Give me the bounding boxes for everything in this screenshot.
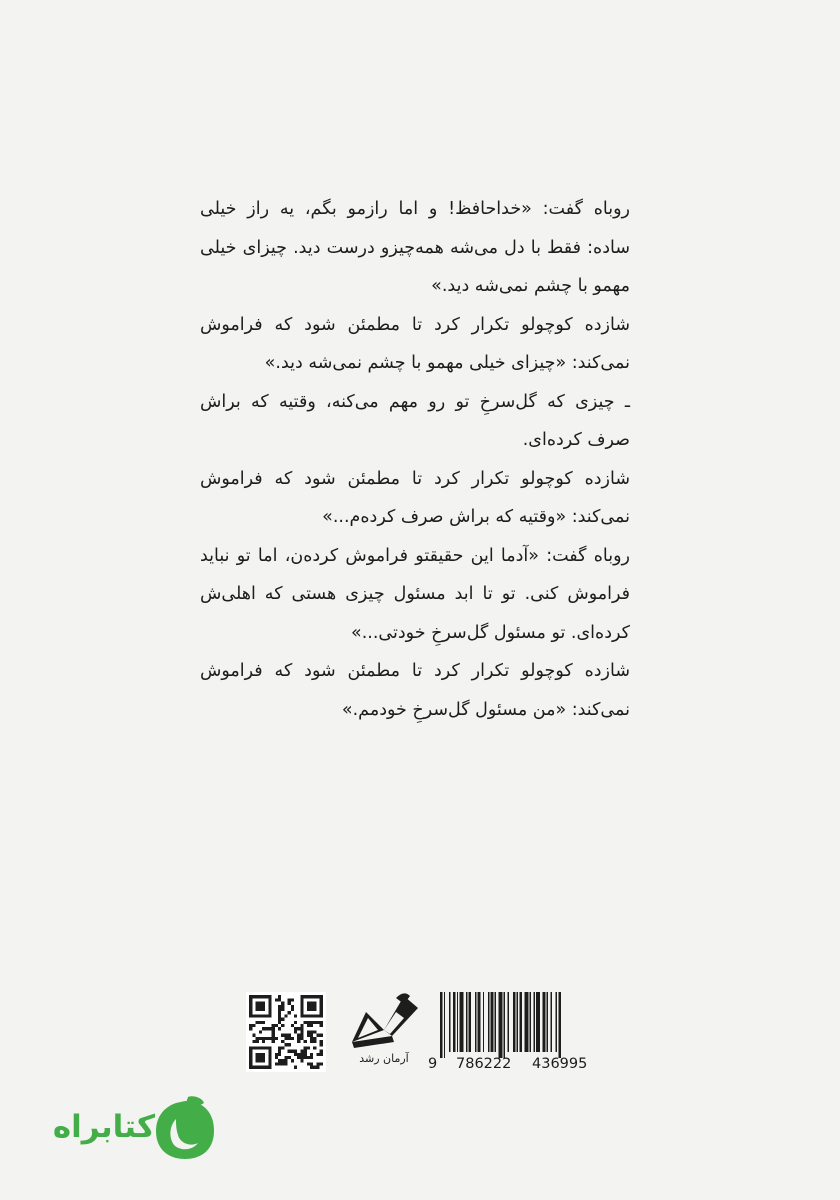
isbn-barcode — [428, 992, 600, 1078]
barcode-group-right: 436995 — [532, 1056, 588, 1072]
barcode-group-left: 786222 — [456, 1056, 512, 1072]
barcode-bars — [440, 992, 598, 1058]
barcode-digits — [428, 1056, 600, 1076]
leaf-badge-icon — [152, 1095, 218, 1161]
barcode-lead-digit: 9 — [428, 1056, 438, 1072]
paragraph-5: روباه گفت: «آدما این حقیقتو فراموش کرده‌ن، اما تو نباید فراموش کنی. تو تا ابد مسئول چیزی هستی که اهلی‌ش کرده‌ای. تو مسئول گل‌سرخِ خودتی...» — [200, 545, 630, 643]
paragraph-6: شازده کوچولو تکرار کرد تا مطمئن شود که فراموش نمی‌کند: «من مسئول گل‌سرخِ خودمم.» — [200, 661, 630, 720]
store-brand — [40, 1095, 220, 1161]
paragraph-3: ـ چیزی که گل‌سرخِ تو رو مهم می‌کنه، وقتیه که براش صرف کرده‌ای. — [200, 391, 630, 450]
qr-code-icon — [246, 992, 326, 1072]
publisher-name: آرمان رشد — [359, 1052, 409, 1065]
paragraph-2: شازده کوچولو تکرار کرد تا مطمئن شود که فراموش نمی‌کند: «چیزای خیلی مهمو با چشم نمی‌شه دید.» — [200, 314, 630, 373]
paragraph-1: روباه گفت: «خداحافظ! و اما رازمو بگم، یه راز خیلی ساده: فقط با دل می‌شه همه‌چیزو درست دید. چیزای خیلی مهمو با چشم نمی‌شه دید.» — [200, 199, 630, 296]
body-text — [200, 190, 630, 729]
paragraph-4: شازده کوچولو تکرار کرد تا مطمئن شود که فراموش نمی‌کند: «وقتیه که براش صرف کرده‌م...» — [200, 468, 630, 527]
store-brand-name: کتابراه — [52, 1109, 155, 1145]
book-pages-icon — [344, 990, 424, 1050]
publisher-logo — [336, 990, 432, 1074]
